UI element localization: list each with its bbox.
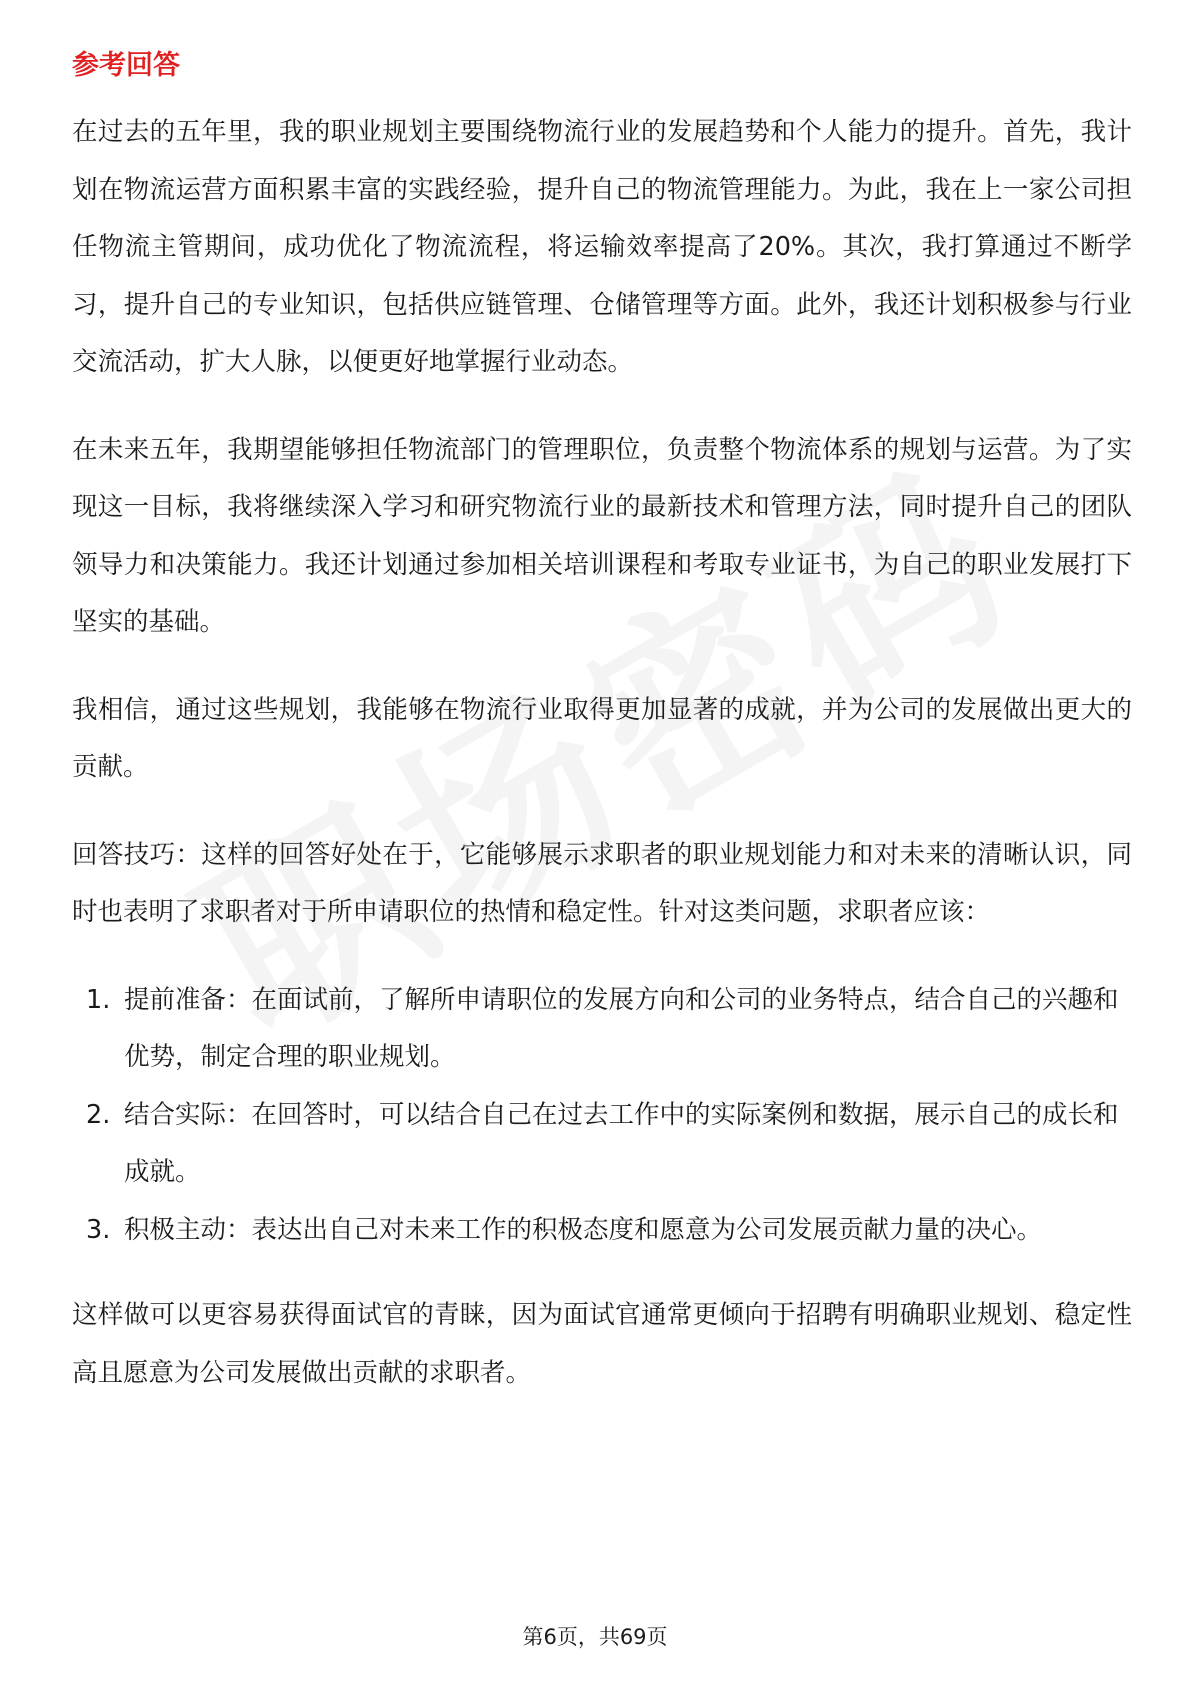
- list-item-number: 3.: [86, 1214, 111, 1245]
- list-item: [72, 1087, 1132, 1202]
- list-item-text: 提前准备：在面试前，了解所申请职位的发展方向和公司的业务特点，结合自己的兴趣和优势，制定合理的职业规划。: [124, 984, 1119, 1072]
- list-item-number: 2.: [86, 1099, 111, 1130]
- paragraph-future-plan: 在未来五年，我期望能够担任物流部门的管理职位，负责整个物流体系的规划与运营。为了实现这一目标，我将继续深入学习和研究物流行业的最新技术和管理方法，同时提升自己的团队领导力和决策能力。我还计划通过参加相关培训课程和考取专业证书，为自己的职业发展打下坚实的基础。: [72, 434, 1132, 637]
- list-item-text: 积极主动：表达出自己对未来工作的积极态度和愿意为公司发展贡献力量的决心。: [124, 1214, 1043, 1245]
- paragraph-answer-tips: 回答技巧：这样的回答好处在于，它能够展示求职者的职业规划能力和对未来的清晰认识，同时也表明了求职者对于所申请职位的热情和稳定性。针对这类问题，求职者应该：: [72, 839, 1132, 927]
- section-title: 参考回答: [72, 50, 180, 81]
- list-item-text: 结合实际：在回答时，可以结合自己在过去工作中的实际案例和数据，展示自己的成长和成就。: [124, 1099, 1119, 1187]
- list-item-number: 1.: [86, 984, 111, 1015]
- paragraph-belief: 我相信，通过这些规划，我能够在物流行业取得更加显著的成就，并为公司的发展做出更大的贡献。: [72, 694, 1132, 782]
- page-number: 第6页，共69页: [522, 1625, 668, 1649]
- list-item: [72, 1202, 1132, 1260]
- paragraph-past-plan: 在过去的五年里，我的职业规划主要围绕物流行业的发展趋势和个人能力的提升。首先，我计划在物流运营方面积累丰富的实践经验，提升自己的物流管理能力。为此，我在上一家公司担任物流主管期间，成功优化了物流流程，将运输效率提高了20%。其次，我打算通过不断学习，提升自己的专业知识，包括供应链管理、仓储管理等方面。此外，我还计划积极参与行业交流活动，扩大人脉，以便更好地掌握行业动态。: [72, 117, 1132, 377]
- paragraph-closing: 这样做可以更容易获得面试官的青睐，因为面试官通常更倾向于招聘有明确职业规划、稳定性高且愿意为公司发展做出贡献的求职者。: [72, 1300, 1132, 1388]
- tips-list: [72, 972, 1132, 1260]
- page-content: [72, 48, 1132, 1432]
- list-item: [72, 972, 1132, 1087]
